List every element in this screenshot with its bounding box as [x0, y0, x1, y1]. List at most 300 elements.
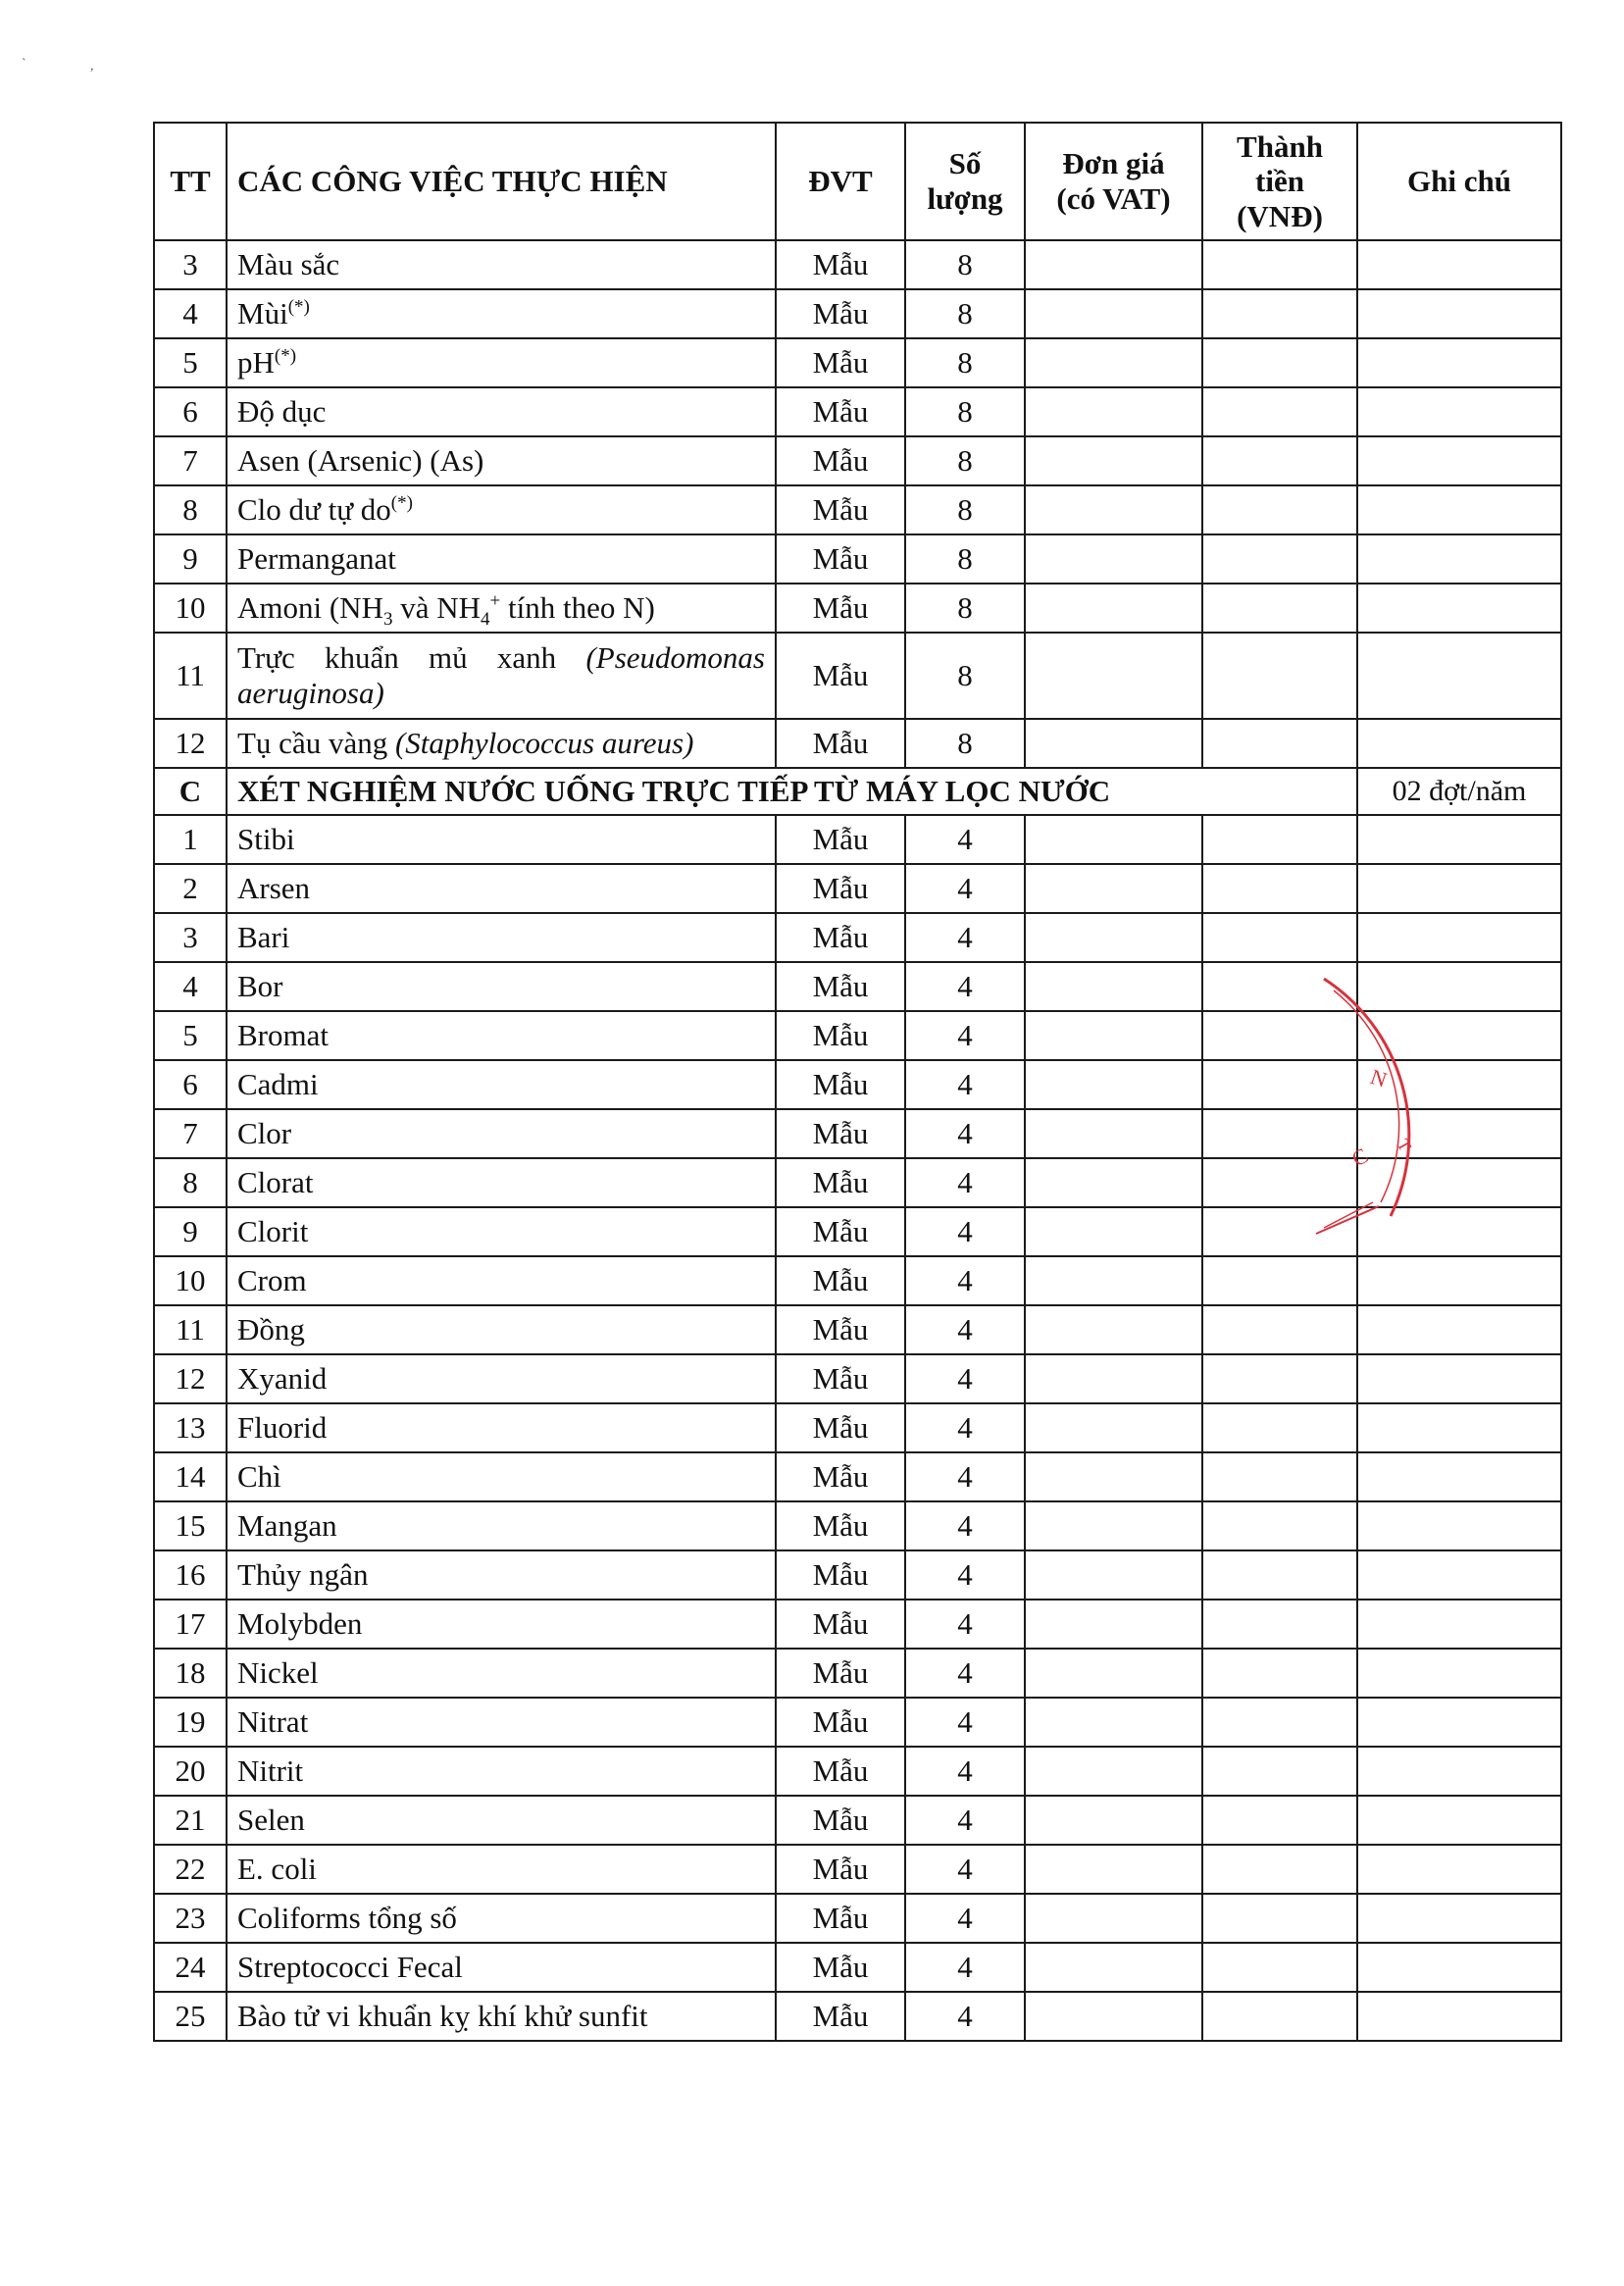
row-task: Nitrat	[227, 1698, 776, 1747]
row-unit: Mẫu	[776, 289, 905, 338]
row-task-text: pH	[237, 345, 275, 381]
row-note-cell	[1357, 1550, 1561, 1600]
row-tt: 8	[154, 485, 227, 534]
row-task: Bari	[227, 913, 776, 962]
row-total-cell	[1202, 815, 1357, 864]
table-row	[154, 913, 1561, 962]
table-row	[154, 1256, 1561, 1305]
row-unit: Mẫu	[776, 1992, 905, 2041]
row-qty: 4	[905, 1845, 1025, 1894]
row-price-cell	[1025, 719, 1202, 768]
row-price-cell	[1025, 815, 1202, 864]
row-task: Permanganat	[227, 534, 776, 584]
row-task-italic: (Staphylococcus aureus)	[394, 726, 694, 761]
row-total-cell	[1202, 1992, 1357, 2041]
row-note-cell	[1357, 240, 1561, 289]
row-unit: Mẫu	[776, 1452, 905, 1501]
row-qty: 4	[905, 1158, 1025, 1207]
row-task-text-b: và NH	[392, 590, 482, 626]
row-total-cell	[1202, 1894, 1357, 1943]
row-price-cell	[1025, 1011, 1202, 1060]
table-row	[154, 338, 1561, 387]
row-task: Nickel	[227, 1649, 776, 1698]
header-tt: TT	[154, 123, 227, 240]
row-price-cell	[1025, 436, 1202, 485]
table-row	[154, 240, 1561, 289]
row-task-text: Clo dư tự do	[237, 492, 391, 528]
red-seal-stamp-icon	[1314, 971, 1451, 1236]
row-note-cell	[1357, 1943, 1561, 1992]
row-note-cell	[1357, 584, 1561, 633]
row-task-text-c: tính theo N)	[500, 590, 655, 626]
table-row	[154, 1452, 1561, 1501]
row-price-cell	[1025, 1060, 1202, 1109]
row-unit: Mẫu	[776, 1158, 905, 1207]
row-task	[227, 338, 776, 387]
row-tt: 8	[154, 1158, 227, 1207]
row-qty: 8	[905, 485, 1025, 534]
row-task: Mangan	[227, 1501, 776, 1550]
row-tt: 25	[154, 1992, 227, 2041]
row-task: Arsen	[227, 864, 776, 913]
row-qty: 4	[905, 1256, 1025, 1305]
row-total-cell	[1202, 534, 1357, 584]
row-unit: Mẫu	[776, 962, 905, 1011]
row-qty: 4	[905, 962, 1025, 1011]
row-tt: 18	[154, 1649, 227, 1698]
row-qty: 4	[905, 913, 1025, 962]
row-tt: 3	[154, 913, 227, 962]
row-task: Bào tử vi khuẩn kỵ khí khử sunfit	[227, 1992, 776, 2041]
row-unit: Mẫu	[776, 1550, 905, 1600]
table-row	[154, 1649, 1561, 1698]
row-price-cell	[1025, 584, 1202, 633]
row-total-cell	[1202, 1452, 1357, 1501]
asterisk-mark: (*)	[287, 296, 310, 318]
row-task	[227, 485, 776, 534]
row-note-cell	[1357, 1305, 1561, 1354]
header-total-line1: Thành	[1237, 128, 1323, 164]
row-note-cell	[1357, 1256, 1561, 1305]
row-note-cell	[1357, 1894, 1561, 1943]
row-tt: 11	[154, 1305, 227, 1354]
row-total-cell	[1202, 485, 1357, 534]
row-qty: 8	[905, 633, 1025, 719]
header-price	[1025, 123, 1202, 240]
header-unit: ĐVT	[776, 123, 905, 240]
table-row	[154, 1550, 1561, 1600]
row-qty: 8	[905, 338, 1025, 387]
row-note-cell	[1357, 1747, 1561, 1796]
row-price-cell	[1025, 1403, 1202, 1452]
row-tt: 5	[154, 1011, 227, 1060]
table-row	[154, 584, 1561, 633]
row-price-cell	[1025, 1501, 1202, 1550]
row-task: Cadmi	[227, 1060, 776, 1109]
row-qty: 4	[905, 815, 1025, 864]
row-tt: 10	[154, 584, 227, 633]
row-task: Nitrit	[227, 1747, 776, 1796]
row-tt: 6	[154, 1060, 227, 1109]
row-unit: Mẫu	[776, 1649, 905, 1698]
row-task: Clorat	[227, 1158, 776, 1207]
row-unit: Mẫu	[776, 1845, 905, 1894]
row-qty: 8	[905, 240, 1025, 289]
row-qty: 4	[905, 1796, 1025, 1845]
row-qty: 8	[905, 289, 1025, 338]
row-qty: 4	[905, 1452, 1025, 1501]
row-qty: 4	[905, 1894, 1025, 1943]
row-tt: 15	[154, 1501, 227, 1550]
row-tt: 16	[154, 1550, 227, 1600]
subscript: 4	[481, 609, 490, 631]
row-task: Coliforms tổng số	[227, 1894, 776, 1943]
row-tt: 4	[154, 289, 227, 338]
row-price-cell	[1025, 338, 1202, 387]
table-row	[154, 436, 1561, 485]
row-note-cell	[1357, 1992, 1561, 2041]
row-tt: 9	[154, 1207, 227, 1256]
row-note-cell	[1357, 338, 1561, 387]
row-price-cell	[1025, 1845, 1202, 1894]
row-note-cell	[1357, 1354, 1561, 1403]
row-task: Thủy ngân	[227, 1550, 776, 1600]
row-task: E. coli	[227, 1845, 776, 1894]
row-tt: 11	[154, 633, 227, 719]
row-note-cell	[1357, 815, 1561, 864]
table-row	[154, 1600, 1561, 1649]
header-qty-line2: lượng	[927, 181, 1003, 216]
row-note-cell	[1357, 436, 1561, 485]
row-total-cell	[1202, 913, 1357, 962]
row-note-cell	[1357, 1403, 1561, 1452]
row-unit: Mẫu	[776, 240, 905, 289]
row-task: Fluorid	[227, 1403, 776, 1452]
header-total-line2: tiền	[1255, 164, 1304, 199]
row-price-cell	[1025, 1600, 1202, 1649]
row-qty: 4	[905, 1403, 1025, 1452]
row-price-cell	[1025, 1452, 1202, 1501]
row-tt: 9	[154, 534, 227, 584]
row-task: Stibi	[227, 815, 776, 864]
row-price-cell	[1025, 1550, 1202, 1600]
row-qty: 4	[905, 1109, 1025, 1158]
row-price-cell	[1025, 1943, 1202, 1992]
table-row	[154, 1305, 1561, 1354]
row-total-cell	[1202, 633, 1357, 719]
row-price-cell	[1025, 864, 1202, 913]
row-task: Xyanid	[227, 1354, 776, 1403]
row-total-cell	[1202, 387, 1357, 436]
row-task-text: Mùi	[237, 296, 288, 331]
header-note: Ghi chú	[1357, 123, 1561, 240]
row-price-cell	[1025, 1354, 1202, 1403]
row-price-cell	[1025, 1207, 1202, 1256]
row-total-cell	[1202, 719, 1357, 768]
row-note-cell	[1357, 1501, 1561, 1550]
row-unit: Mẫu	[776, 1943, 905, 1992]
row-note-cell	[1357, 864, 1561, 913]
row-price-cell	[1025, 1992, 1202, 2041]
row-price-cell	[1025, 387, 1202, 436]
row-qty: 4	[905, 1550, 1025, 1600]
table-row	[154, 1501, 1561, 1550]
row-unit: Mẫu	[776, 1011, 905, 1060]
row-unit: Mẫu	[776, 1354, 905, 1403]
row-note-cell	[1357, 913, 1561, 962]
row-qty: 4	[905, 1698, 1025, 1747]
row-task	[227, 584, 776, 633]
scan-artifact-mark: ˋ	[22, 57, 26, 72]
row-price-cell	[1025, 1894, 1202, 1943]
row-qty: 4	[905, 1943, 1025, 1992]
table-row	[154, 534, 1561, 584]
row-price-cell	[1025, 485, 1202, 534]
row-tt: 12	[154, 719, 227, 768]
row-task-line1	[237, 640, 765, 676]
header-qty-line1: Số	[948, 146, 982, 181]
svg-text:T: T	[1393, 1136, 1416, 1155]
row-unit: Mẫu	[776, 584, 905, 633]
row-total-cell	[1202, 1501, 1357, 1550]
row-tt: 21	[154, 1796, 227, 1845]
row-task-italic: (Pseudomonas	[585, 640, 765, 676]
table-row	[154, 633, 1561, 719]
row-price-cell	[1025, 1256, 1202, 1305]
row-task	[227, 633, 776, 719]
row-unit: Mẫu	[776, 719, 905, 768]
row-tt: 23	[154, 1894, 227, 1943]
row-tt: 1	[154, 815, 227, 864]
row-qty: 4	[905, 1747, 1025, 1796]
row-task: Bromat	[227, 1011, 776, 1060]
row-total-cell	[1202, 584, 1357, 633]
table-row	[154, 485, 1561, 534]
row-qty: 8	[905, 436, 1025, 485]
row-qty: 4	[905, 1649, 1025, 1698]
row-price-cell	[1025, 1158, 1202, 1207]
row-tt: 19	[154, 1698, 227, 1747]
row-unit: Mẫu	[776, 436, 905, 485]
row-task: Selen	[227, 1796, 776, 1845]
row-qty: 4	[905, 1305, 1025, 1354]
asterisk-mark: (*)	[274, 345, 297, 367]
row-task: Màu sắc	[227, 240, 776, 289]
row-note-cell	[1357, 1845, 1561, 1894]
row-price-cell	[1025, 1796, 1202, 1845]
row-qty: 4	[905, 1207, 1025, 1256]
row-price-cell	[1025, 1649, 1202, 1698]
row-tt: 14	[154, 1452, 227, 1501]
row-task: Đồng	[227, 1305, 776, 1354]
row-tt: 13	[154, 1403, 227, 1452]
row-qty: 4	[905, 864, 1025, 913]
table-row	[154, 1943, 1561, 1992]
asterisk-mark: (*)	[390, 492, 413, 514]
header-price-line2: (có VAT)	[1056, 181, 1171, 216]
row-unit: Mẫu	[776, 338, 905, 387]
row-task: Asen (Arsenic) (As)	[227, 436, 776, 485]
row-price-cell	[1025, 289, 1202, 338]
row-note-cell	[1357, 534, 1561, 584]
table-row	[154, 1845, 1561, 1894]
row-tt: 3	[154, 240, 227, 289]
row-task-text-a: Trực khuẩn mủ xanh	[237, 640, 586, 676]
row-tt: 12	[154, 1354, 227, 1403]
row-task: Clorit	[227, 1207, 776, 1256]
row-unit: Mẫu	[776, 485, 905, 534]
row-unit: Mẫu	[776, 1403, 905, 1452]
row-total-cell	[1202, 1649, 1357, 1698]
row-tt: 17	[154, 1600, 227, 1649]
row-note-cell	[1357, 1452, 1561, 1501]
header-price-line1: Đơn giá	[1062, 146, 1165, 181]
section-row-c	[154, 768, 1561, 815]
section-title: XÉT NGHIỆM NƯỚC UỐNG TRỰC TIẾP TỪ MÁY LỌC NƯỚC	[227, 768, 1357, 815]
row-unit: Mẫu	[776, 534, 905, 584]
svg-text:N: N	[1367, 1063, 1391, 1092]
row-task: Bor	[227, 962, 776, 1011]
row-total-cell	[1202, 1305, 1357, 1354]
row-task-text-a: Amoni (NH	[237, 590, 383, 626]
row-tt: 24	[154, 1943, 227, 1992]
row-unit: Mẫu	[776, 1600, 905, 1649]
row-tt: 22	[154, 1845, 227, 1894]
table-row	[154, 1403, 1561, 1452]
row-unit: Mẫu	[776, 913, 905, 962]
row-tt: 5	[154, 338, 227, 387]
row-total-cell	[1202, 1747, 1357, 1796]
row-note-cell	[1357, 1796, 1561, 1845]
table-row	[154, 1796, 1561, 1845]
row-unit: Mẫu	[776, 1305, 905, 1354]
row-task: Streptococci Fecal	[227, 1943, 776, 1992]
row-tt: 7	[154, 1109, 227, 1158]
row-price-cell	[1025, 240, 1202, 289]
row-total-cell	[1202, 240, 1357, 289]
superscript: +	[489, 590, 501, 612]
table-header-row	[154, 123, 1561, 240]
row-task: Crom	[227, 1256, 776, 1305]
row-tt: 4	[154, 962, 227, 1011]
row-price-cell	[1025, 1109, 1202, 1158]
row-note-cell	[1357, 1698, 1561, 1747]
header-total	[1202, 123, 1357, 240]
row-tt: 6	[154, 387, 227, 436]
table-row	[154, 1747, 1561, 1796]
row-task	[227, 289, 776, 338]
table-row	[154, 1894, 1561, 1943]
row-note-cell	[1357, 387, 1561, 436]
row-unit: Mẫu	[776, 633, 905, 719]
row-total-cell	[1202, 864, 1357, 913]
row-total-cell	[1202, 289, 1357, 338]
row-task-line2: aeruginosa)	[237, 676, 384, 710]
subscript: 3	[382, 609, 393, 631]
row-unit: Mẫu	[776, 1747, 905, 1796]
row-task-text-a: Tụ cầu vàng	[237, 726, 395, 761]
row-task: Molybden	[227, 1600, 776, 1649]
row-unit: Mẫu	[776, 1060, 905, 1109]
row-unit: Mẫu	[776, 1501, 905, 1550]
row-price-cell	[1025, 1698, 1202, 1747]
section-note: 02 đợt/năm	[1357, 768, 1561, 815]
row-qty: 4	[905, 1992, 1025, 2041]
row-note-cell	[1357, 719, 1561, 768]
scan-artifact-mark: ,	[90, 59, 94, 74]
row-note-cell	[1357, 633, 1561, 719]
row-qty: 4	[905, 1354, 1025, 1403]
row-unit: Mẫu	[776, 1698, 905, 1747]
row-note-cell	[1357, 289, 1561, 338]
row-total-cell	[1202, 1403, 1357, 1452]
row-unit: Mẫu	[776, 1256, 905, 1305]
table-row	[154, 1354, 1561, 1403]
row-total-cell	[1202, 436, 1357, 485]
row-total-cell	[1202, 1600, 1357, 1649]
row-qty: 4	[905, 1011, 1025, 1060]
row-price-cell	[1025, 913, 1202, 962]
header-qty	[905, 123, 1025, 240]
row-total-cell	[1202, 1354, 1357, 1403]
row-qty: 8	[905, 534, 1025, 584]
row-unit: Mẫu	[776, 1207, 905, 1256]
table-row	[154, 1698, 1561, 1747]
row-price-cell	[1025, 1305, 1202, 1354]
row-tt: 20	[154, 1747, 227, 1796]
row-price-cell	[1025, 962, 1202, 1011]
table-row	[154, 387, 1561, 436]
row-unit: Mẫu	[776, 1796, 905, 1845]
header-task: CÁC CÔNG VIỆC THỰC HIỆN	[227, 123, 776, 240]
row-unit: Mẫu	[776, 1894, 905, 1943]
row-total-cell	[1202, 338, 1357, 387]
row-total-cell	[1202, 1256, 1357, 1305]
table-row	[154, 815, 1561, 864]
row-price-cell	[1025, 633, 1202, 719]
row-tt: 2	[154, 864, 227, 913]
row-unit: Mẫu	[776, 815, 905, 864]
section-code: C	[154, 768, 227, 815]
row-qty: 4	[905, 1060, 1025, 1109]
row-total-cell	[1202, 1550, 1357, 1600]
row-note-cell	[1357, 485, 1561, 534]
row-unit: Mẫu	[776, 387, 905, 436]
table-row	[154, 864, 1561, 913]
row-task: Clor	[227, 1109, 776, 1158]
row-price-cell	[1025, 1747, 1202, 1796]
row-task	[227, 719, 776, 768]
row-total-cell	[1202, 1943, 1357, 1992]
row-qty: 8	[905, 719, 1025, 768]
row-unit: Mẫu	[776, 864, 905, 913]
row-note-cell	[1357, 1600, 1561, 1649]
row-tt: 7	[154, 436, 227, 485]
row-total-cell	[1202, 1698, 1357, 1747]
row-task: Chì	[227, 1452, 776, 1501]
table-row	[154, 1992, 1561, 2041]
row-tt: 10	[154, 1256, 227, 1305]
row-price-cell	[1025, 534, 1202, 584]
table-row	[154, 719, 1561, 768]
row-unit: Mẫu	[776, 1109, 905, 1158]
row-qty: 4	[905, 1501, 1025, 1550]
row-total-cell	[1202, 1845, 1357, 1894]
row-qty: 4	[905, 1600, 1025, 1649]
table-row	[154, 289, 1561, 338]
row-task: Độ dục	[227, 387, 776, 436]
header-total-line3: (VNĐ)	[1237, 198, 1323, 233]
